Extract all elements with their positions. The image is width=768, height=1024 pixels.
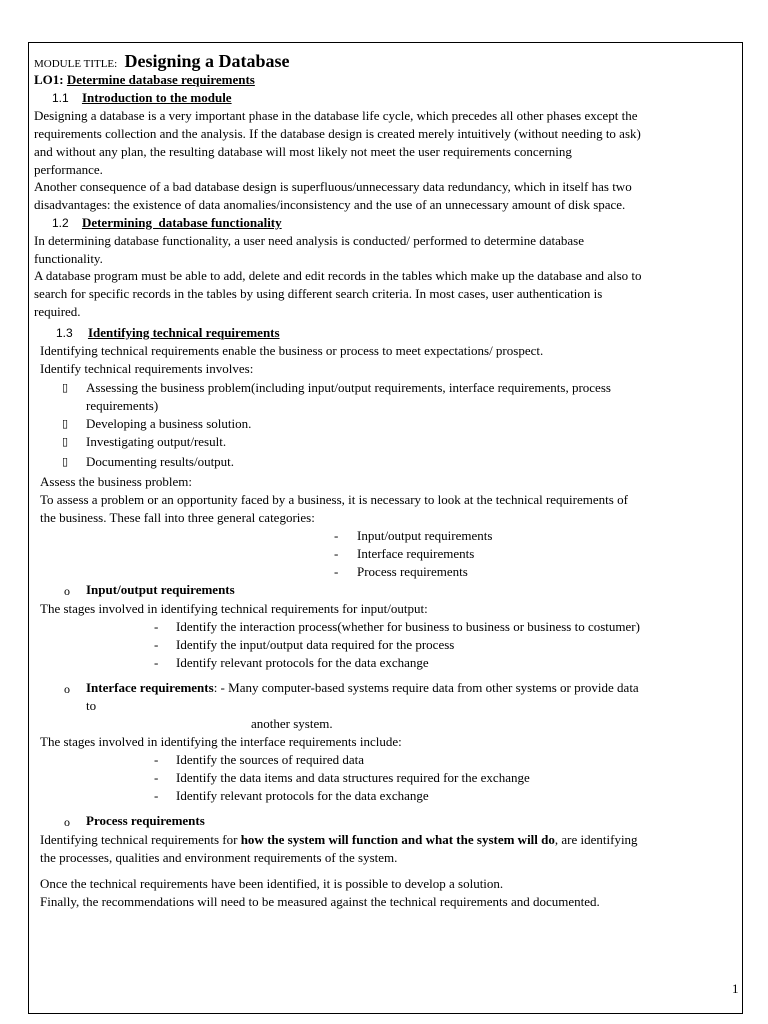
- process-post: , are identifying: [554, 832, 638, 847]
- section-title: Identifying technical requirements: [87, 325, 280, 340]
- dash-marker: -: [334, 546, 339, 561]
- bullet-icon: ▯: [62, 382, 69, 394]
- paragraph-line: the business. These fall into three general categories:: [40, 510, 315, 525]
- paragraph-line: Another consequence of a bad database design is superfluous/unnecessary data redundancy, which in itself has two: [34, 179, 632, 194]
- paragraph-line: Once the technical requirements have been identified, it is possible to develop a solution.: [40, 876, 504, 891]
- interface-line: [86, 679, 639, 697]
- module-title-line: [34, 52, 289, 73]
- stage-item: Identify the data items and data structures required for the exchange: [176, 770, 530, 785]
- section-number: 1.2: [52, 216, 69, 230]
- stage-item: Identify relevant protocols for the data exchange: [176, 788, 429, 803]
- paragraph-line: Assess the business problem:: [40, 474, 193, 489]
- dash-marker: -: [334, 564, 339, 579]
- paragraph-line: search for specific records in the tables by using different search criteria. In most cases, user authentication is: [34, 286, 603, 301]
- circle-bullet-icon: o: [64, 682, 70, 696]
- paragraph-line: disadvantages: the existence of data anomalies/inconsistency and the use of an unnecessary amount of disk space.: [34, 197, 626, 212]
- section-title: Determining database functionality: [81, 215, 282, 230]
- stage-item: Identify relevant protocols for the data exchange: [176, 655, 429, 670]
- paragraph-line: Identifying technical requirements enable the business or process to meet expectations/ prospect.: [40, 343, 544, 358]
- section-1-3-heading: [56, 324, 280, 342]
- lo-label: LO1:: [34, 72, 64, 87]
- bullet-item: Developing a business solution.: [86, 416, 252, 431]
- paragraph-line: In determining database functionality, a user need analysis is conducted/ performed to determine database: [34, 233, 585, 248]
- subsection-heading: Interface requirements: [86, 680, 214, 695]
- dash-marker: -: [154, 619, 159, 634]
- lo-title: Determine database requirements: [66, 72, 255, 87]
- paragraph-line: another system.: [251, 716, 333, 731]
- bullet-icon: ▯: [62, 418, 69, 430]
- bullet-icon: ▯: [62, 436, 69, 448]
- paragraph-line: A database program must be able to add, delete and edit records in the tables which make up the database and also to: [34, 268, 642, 283]
- paragraph-line: performance.: [34, 162, 103, 177]
- dash-marker: -: [154, 788, 159, 803]
- paragraph-line: Finally, the recommendations will need to be measured against the technical requirements and documented.: [40, 894, 600, 909]
- paragraph-line: functionality.: [34, 251, 103, 266]
- circle-bullet-icon: o: [64, 584, 70, 598]
- page-number: 1: [732, 981, 739, 996]
- circle-bullet-icon: o: [64, 815, 70, 829]
- paragraph-line: and without any plan, the resulting database will most likely not meet the user requirements concerning: [34, 144, 572, 159]
- section-1-2-heading: [52, 214, 282, 232]
- dash-marker: -: [154, 752, 159, 767]
- interface-description: : - Many computer-based systems require data from other systems or provide data: [213, 680, 639, 695]
- bullet-item: Documenting results/output.: [86, 454, 235, 469]
- category-item: Process requirements: [357, 564, 468, 579]
- dash-marker: -: [334, 528, 339, 543]
- bullet-item: Assessing the business problem(including input/output requirements, interface requirements, process: [86, 380, 611, 395]
- dash-marker: -: [154, 637, 159, 652]
- process-line: [40, 831, 638, 849]
- stage-item: Identify the input/output data required for the process: [176, 637, 455, 652]
- bullet-item: Investigating output/result.: [86, 434, 227, 449]
- stage-item: Identify the interaction process(whether for business to business or business to costumer): [176, 619, 640, 634]
- paragraph-line: The stages involved in identifying the interface requirements include:: [40, 734, 402, 749]
- bullet-item-continuation: requirements): [86, 398, 159, 413]
- bullet-icon: ▯: [62, 456, 69, 468]
- paragraph-line: Designing a database is a very important phase in the database life cycle, which precedes all other phases except the: [34, 108, 638, 123]
- stage-item: Identify the sources of required data: [176, 752, 365, 767]
- section-number: 1.1: [52, 91, 69, 105]
- subsection-heading: Input/output requirements: [86, 582, 235, 597]
- dash-marker: -: [154, 655, 159, 670]
- paragraph-line: the processes, qualities and environment requirements of the system.: [40, 850, 398, 865]
- module-prefix: MODULE TITLE:: [34, 58, 118, 70]
- paragraph-line: To assess a problem or an opportunity faced by a business, it is necessary to look at the technical requirements of: [40, 492, 628, 507]
- category-item: Input/output requirements: [357, 528, 493, 543]
- lo-heading: [34, 71, 255, 89]
- category-item: Interface requirements: [357, 546, 475, 561]
- paragraph-line: The stages involved in identifying technical requirements for input/output:: [40, 601, 428, 616]
- module-title: Designing a Database: [124, 51, 290, 71]
- paragraph-line: required.: [34, 304, 81, 319]
- paragraph-line: to: [86, 698, 97, 713]
- process-bold: how the system will function and what the system will do: [240, 832, 555, 847]
- dash-marker: -: [154, 770, 159, 785]
- process-pre: Identifying technical requirements for: [40, 832, 241, 847]
- paragraph-line: Identify technical requirements involves:: [40, 361, 254, 376]
- paragraph-line: requirements collection and the analysis. If the database design is created merely intuitively (without needing to ask): [34, 126, 641, 141]
- subsection-heading: Process requirements: [86, 813, 205, 828]
- section-1-1-heading: [52, 89, 232, 107]
- section-number: 1.3: [56, 326, 73, 340]
- section-title: Introduction to the module: [81, 90, 232, 105]
